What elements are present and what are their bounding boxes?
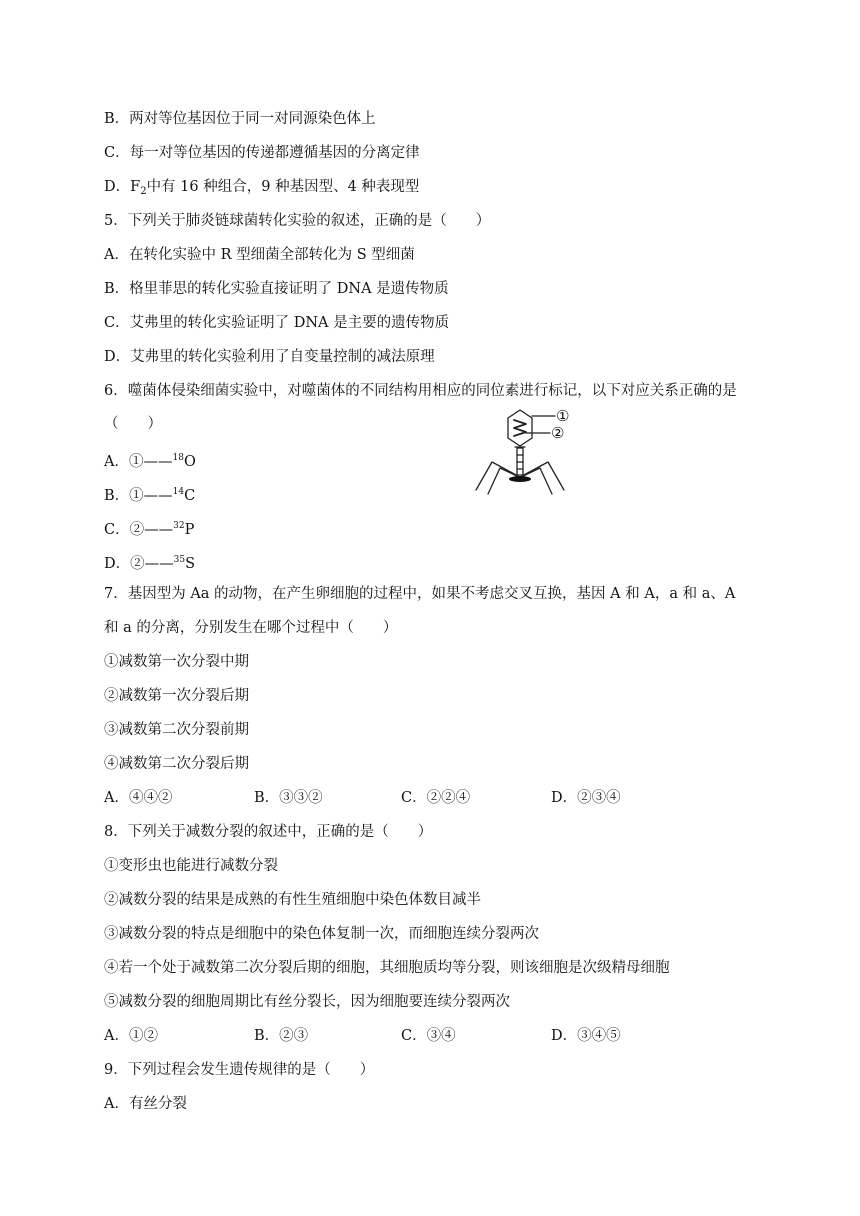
q5-option-a: A．在转化实验中 R 型细菌全部转化为 S 型细菌 — [104, 247, 415, 263]
q8-choice-d: D．③④⑤ — [551, 1028, 621, 1044]
q8-choices — [104, 1026, 764, 1046]
q7-choice-c: C．②②④ — [401, 790, 471, 806]
q7-item-3: ③减数第二次分裂前期 — [104, 722, 249, 738]
q5-option-d: D．艾弗里的转化实验利用了自变量控制的减法原理 — [104, 349, 435, 365]
q6-stem-blank: （ ） — [104, 416, 162, 432]
q4-option-c: C．每一对等位基因的传递都遵循基因的分离定律 — [104, 145, 420, 161]
q7-choices — [104, 788, 764, 808]
q4-option-d: D．$F_2$中有 16 种组合，9 种基因型、4 种表现型 — [104, 179, 420, 197]
q5-stem: 5．下列关于肺炎链球菌转化实验的叙述，正确的是（ ） — [104, 213, 491, 229]
q8-item-3: ③减数分裂的特点是细胞中的染色体复制一次，而细胞连续分裂两次 — [104, 926, 539, 942]
q8-choice-c: C．③④ — [401, 1028, 456, 1044]
q7-stem-cont: 和 a 的分离，分别发生在哪个过程中（ ） — [104, 620, 398, 636]
q5-option-c: C．艾弗里的转化实验证明了 DNA 是主要的遗传物质 — [104, 315, 450, 331]
bacteriophage-figure — [470, 406, 580, 498]
q4-option-b: B．两对等位基因位于同一对同源染色体上 — [104, 111, 376, 127]
q6-option-d: D．②——$^{35}$S — [104, 555, 196, 572]
q9-option-a: A．有丝分裂 — [104, 1096, 187, 1112]
q6-option-c: C．②——$^{32}$P — [104, 521, 195, 538]
q8-stem: 8．下列关于减数分裂的叙述中，正确的是（ ） — [104, 824, 433, 840]
q7-choice-d: D．②③④ — [551, 790, 621, 806]
q8-item-1: ①变形虫也能进行减数分裂 — [104, 858, 278, 874]
q7-item-2: ②减数第一次分裂后期 — [104, 688, 249, 704]
q7-stem: 7．基因型为 Aa 的动物，在产生卵细胞的过程中，如果不考虑交叉互换，基因 A 和 A，a 和 a、A — [104, 586, 736, 602]
q7-choice-b: B．③③② — [254, 790, 323, 806]
q8-item-5: ⑤减数分裂的细胞周期比有丝分裂长，因为细胞要连续分裂两次 — [104, 994, 510, 1010]
figure-label-1: ① — [556, 407, 570, 425]
q7-item-1: ①减数第一次分裂中期 — [104, 654, 249, 670]
q5-option-b: B．格里菲思的转化实验直接证明了 DNA 是遗传物质 — [104, 281, 449, 297]
q8-item-2: ②减数分裂的结果是成熟的有性生殖细胞中染色体数目减半 — [104, 892, 481, 908]
q6-option-a: A．①——$^{18}$O — [104, 453, 196, 470]
q8-item-4: ④若一个处于减数第二次分裂后期的细胞，其细胞质均等分裂，则该细胞是次级精母细胞 — [104, 960, 670, 976]
q9-stem: 9．下列过程会发生遗传规律的是（ ） — [104, 1062, 375, 1078]
figure-label-2: ② — [551, 424, 565, 442]
q8-choice-b: B．②③ — [254, 1028, 309, 1044]
q7-choice-a: A．④④② — [104, 790, 173, 806]
q8-choice-a: A．①② — [104, 1028, 158, 1044]
q6-stem: 6．噬菌体侵染细菌实验中，对噬菌体的不同结构用相应的同位素进行标记，以下对应关系正确的是 — [104, 383, 737, 399]
q6-option-b: B．①——$^{14}$C — [104, 487, 196, 504]
q7-item-4: ④减数第二次分裂后期 — [104, 756, 249, 772]
